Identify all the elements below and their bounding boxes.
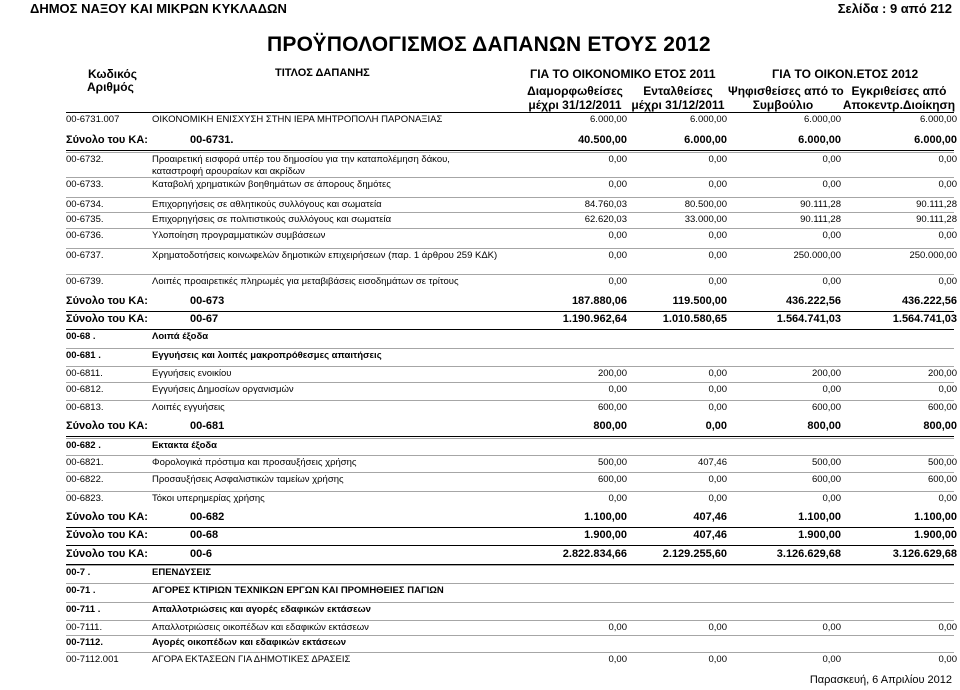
column-header-code: Κωδικός (88, 67, 138, 81)
row-value-4: 0,00 (938, 622, 957, 633)
row-code: 00-6737. (66, 250, 104, 261)
row-value-3: 0,00 (822, 493, 841, 504)
column-header-approved: Εγκριθείσες από (851, 84, 947, 98)
row-value-4: 436.222,56 (901, 295, 957, 307)
row-value-4: 200,00 (927, 368, 957, 379)
row-code: 00-6733. (66, 179, 104, 190)
row-title: Προαιρετική εισφορά υπέρ του δημοσίου για την καταπολέμηση δάκου, καταστροφή αρουραίων και ακρίδων (152, 154, 450, 177)
total-rule (66, 527, 954, 528)
row-code: 00-6813. (66, 402, 104, 413)
row-value-4: 500,00 (927, 457, 957, 468)
row-title: Προσαυξήσεις Ασφαλιστικών ταμείων χρήσης (152, 474, 344, 485)
row-value-2: 0,00 (708, 402, 727, 413)
row-value-3: 0,00 (822, 154, 841, 165)
row-value-4: 0,00 (938, 654, 957, 665)
row-code: 00-6812. (66, 384, 104, 395)
row-value-2: 1.010.580,65 (662, 313, 727, 325)
row-value-1: 1.190.962,64 (562, 313, 627, 325)
row-value-2: 80.500,00 (684, 199, 727, 210)
row-value-2: 0,00 (708, 654, 727, 665)
column-group-2011: ΓΙΑ ΤΟ ΟΙΚΟΝΟΜΙΚΟ ΕΤΟΣ 2011 (530, 67, 716, 81)
municipality-name: ΔΗΜΟΣ ΝΑΞΟΥ ΚΑΙ ΜΙΚΡΩΝ ΚΥΚΛΑΔΩΝ (30, 1, 287, 16)
row-title: 00-67 (190, 313, 219, 325)
row-code: Σύνολο του ΚΑ: (66, 548, 148, 560)
row-code: 00-6811. (66, 368, 103, 379)
row-value-3: 0,00 (822, 384, 841, 395)
row-rule (66, 348, 954, 349)
row-value-1: 0,00 (608, 493, 627, 504)
row-code: 00-6822. (66, 474, 104, 485)
row-title: 00-68 (190, 529, 219, 541)
row-value-2: 0,00 (708, 493, 727, 504)
row-code: 00-7 . (66, 567, 91, 578)
row-value-4: 1.900,00 (914, 529, 957, 541)
row-code: 00-7112.001 (66, 654, 119, 665)
row-title: Αγορές οικοπέδων και εδαφικών εκτάσεων (152, 637, 347, 648)
row-value-3: 800,00 (807, 420, 841, 432)
row-title: Λοιπά έξοδα (152, 331, 209, 342)
row-value-3: 1.100,00 (798, 511, 841, 523)
row-rule (66, 382, 954, 383)
row-value-3: 0,00 (822, 230, 841, 241)
column-header-committed-date: μέχρι 31/12/2011 (631, 98, 725, 112)
row-rule (66, 228, 954, 229)
row-value-4: 0,00 (938, 276, 957, 287)
column-header-voted-council: Συμβούλιο (752, 98, 814, 112)
row-code: 00-6735. (66, 214, 104, 225)
row-rule (66, 274, 954, 275)
row-value-3: 0,00 (822, 654, 841, 665)
row-code: 00-681 . (66, 350, 101, 361)
row-value-1: 187.880,06 (571, 295, 627, 307)
row-title: 00-6 (190, 548, 213, 560)
row-value-2: 0,00 (708, 384, 727, 395)
row-rule (66, 620, 954, 621)
column-header-title: ΤΙΤΛΟΣ ΔΑΠΑΝΗΣ (275, 67, 370, 79)
row-title: Επιχορηγήσεις σε πολιτιστικούς συλλόγους και σωματεία (152, 214, 392, 225)
row-value-2: 33.000,00 (684, 214, 727, 225)
row-title: Απαλλοτριώσεις και αγορές εδαφικών εκτάσεων (152, 604, 371, 615)
row-value-1: 1.900,00 (584, 529, 627, 541)
row-value-3: 0,00 (822, 622, 841, 633)
row-value-3: 250.000,00 (793, 250, 841, 261)
row-value-4: 600,00 (927, 474, 957, 485)
row-title: Υλοποίηση προγραμματικών συμβάσεων (152, 230, 326, 241)
row-rule (66, 491, 954, 492)
column-header-configured: Διαμορφωθείσες (527, 84, 623, 98)
row-value-3: 0,00 (822, 276, 841, 287)
row-value-2: 6.000,00 (684, 134, 727, 146)
row-value-4: 600,00 (927, 402, 957, 413)
row-value-4: 3.126.629,68 (892, 548, 957, 560)
row-value-2: 0,00 (708, 368, 727, 379)
row-value-1: 1.100,00 (584, 511, 627, 523)
row-value-3: 600,00 (811, 402, 841, 413)
row-value-1: 0,00 (608, 230, 627, 241)
row-value-2: 407,46 (693, 511, 727, 523)
row-value-1: 40.500,00 (578, 134, 627, 146)
row-value-3: 90.111,28 (800, 199, 841, 210)
row-value-1: 600,00 (597, 474, 627, 485)
row-value-2: 0,00 (708, 474, 727, 485)
row-title: Τόκοι υπερημερίας χρήσης (152, 493, 265, 504)
total-rule (66, 545, 954, 546)
row-rule (66, 565, 954, 566)
row-title: Φορολογικά πρόστιμα και προσαυξήσεις χρήσης (152, 457, 357, 468)
row-title: ΟΙΚΟΝΟΜΙΚΗ ΕΝΙΣΧΥΣΗ ΣΤΗΝ ΙΕΡΑ ΜΗΤΡΟΠΟΛΗ ΠΑΡΟΝΑΞΙΑΣ (152, 114, 443, 125)
row-value-2: 407,46 (697, 457, 727, 468)
row-value-4: 6.000,00 (920, 114, 957, 125)
row-value-1: 800,00 (593, 420, 627, 432)
row-code: Σύνολο του ΚΑ: (66, 295, 148, 307)
row-title: Εγγυήσεις Δημοσίων οργανισμών (152, 384, 294, 395)
row-value-1: 500,00 (597, 457, 627, 468)
row-value-4: 800,00 (923, 420, 957, 432)
row-rule (66, 248, 954, 249)
row-value-4: 0,00 (938, 230, 957, 241)
row-code: 00-711 . (66, 604, 101, 615)
row-title: Εκτακτα έξοδα (152, 440, 218, 451)
total-rule (66, 150, 954, 151)
row-value-2: 0,00 (708, 154, 727, 165)
row-value-2: 407,46 (693, 529, 727, 541)
total-rule (66, 311, 954, 312)
row-code: 00-6731.007 (66, 114, 120, 125)
row-title: Λοιπές προαιρετικές πληρωμές για μεταβιβάσεις εισοδημάτων σε τρίτους (152, 276, 459, 287)
document-title: ΠΡΟΫΠΟΛΟΓΙΣΜΟΣ ΔΑΠΑΝΩΝ ΕΤΟΥΣ 2012 (267, 33, 711, 56)
column-header-configured-date: μέχρι 31/12/2011 (528, 98, 622, 112)
row-rule (66, 197, 954, 198)
row-value-1: 62.620,03 (584, 214, 627, 225)
row-title: ΑΓΟΡΑ ΕΚΤΑΣΕΩΝ ΓΙΑ ΔΗΜΟΤΙΚΕΣ ΔΡΑΣΕΙΣ (152, 654, 351, 665)
row-value-2: 119.500,00 (672, 295, 727, 307)
row-value-2: 0,00 (708, 622, 727, 633)
row-title: ΕΠΕΝΔΥΣΕΙΣ (152, 567, 212, 578)
column-header-code-number: Αριθμός (87, 80, 134, 94)
row-value-2: 0,00 (708, 250, 727, 261)
row-value-3: 200,00 (811, 368, 841, 379)
row-value-2: 6.000,00 (690, 114, 727, 125)
row-value-1: 0,00 (608, 154, 627, 165)
row-value-2: 0,00 (708, 276, 727, 287)
row-title: Επιχορηγήσεις σε αθλητικούς συλλόγους και σωματεία (152, 199, 382, 210)
row-value-4: 0,00 (938, 179, 957, 190)
row-title: Εγγυήσεις και λοιπές μακροπρόθεσμες απαιτήσεις (152, 350, 382, 361)
row-rule (66, 438, 954, 439)
row-value-1: 84.760,03 (584, 199, 627, 210)
row-title: 00-681 (190, 420, 225, 432)
row-value-1: 200,00 (597, 368, 627, 379)
row-value-3: 1.900,00 (798, 529, 841, 541)
row-value-2: 2.129.255,60 (662, 548, 727, 560)
row-value-2: 0,00 (708, 179, 727, 190)
row-value-3: 500,00 (811, 457, 841, 468)
row-title: 00-682 (190, 511, 225, 523)
row-code: Σύνολο του ΚΑ: (66, 313, 148, 325)
row-value-4: 0,00 (938, 384, 957, 395)
footer-date: Παρασκευή, 6 Απριλίου 2012 (809, 674, 952, 686)
row-value-4: 0,00 (938, 154, 957, 165)
row-rule (66, 472, 954, 473)
row-value-3: 0,00 (822, 179, 841, 190)
row-rule (66, 583, 954, 584)
row-rule (66, 366, 954, 367)
row-title: ΑΓΟΡΕΣ ΚΤΙΡΙΩΝ ΤΕΧΝΙΚΩΝ ΕΡΓΩΝ ΚΑΙ ΠΡΟΜΗΘΕΙΕΣ ΠΑΓΙΩΝ (152, 585, 444, 596)
row-rule (66, 635, 954, 636)
row-value-1: 0,00 (608, 384, 627, 395)
row-rule (66, 212, 954, 213)
row-code: Σύνολο του ΚΑ: (66, 134, 148, 146)
row-rule (66, 400, 954, 401)
row-value-3: 600,00 (811, 474, 841, 485)
row-title: Καταβολή χρηματικών βοηθημάτων σε άπορους δημότες (152, 179, 391, 190)
row-code: 00-6736. (66, 230, 104, 241)
row-rule (66, 177, 954, 178)
header-rule (66, 112, 954, 113)
row-code: Σύνολο του ΚΑ: (66, 529, 148, 541)
row-value-4: 1.100,00 (914, 511, 957, 523)
row-code: 00-68 . (66, 331, 96, 342)
row-value-4: 1.564.741,03 (892, 313, 957, 325)
row-rule (66, 455, 954, 456)
row-value-3: 90.111,28 (800, 214, 841, 225)
row-code: 00-6821. (66, 457, 104, 468)
row-rule (66, 652, 954, 653)
row-value-1: 0,00 (608, 276, 627, 287)
row-value-1: 2.822.834,66 (562, 548, 627, 560)
row-value-1: 0,00 (608, 654, 627, 665)
total-rule (66, 436, 954, 437)
row-code: 00-6739. (66, 276, 104, 287)
row-value-2: 0,00 (708, 230, 727, 241)
row-rule (66, 602, 954, 603)
row-code: 00-6732. (66, 154, 104, 165)
row-code: 00-682 . (66, 440, 101, 451)
row-value-1: 0,00 (608, 179, 627, 190)
row-value-3: 3.126.629,68 (776, 548, 841, 560)
column-header-committed: Ενταλθείσες (643, 84, 713, 98)
row-code: 00-7111. (66, 622, 103, 633)
row-value-4: 250.000,00 (909, 250, 957, 261)
row-value-4: 90.111,28 (916, 199, 957, 210)
row-value-3: 436.222,56 (785, 295, 841, 307)
page-number: Σελίδα : 9 από 212 (837, 1, 952, 16)
row-value-3: 1.564.741,03 (776, 313, 841, 325)
row-title: Απαλλοτριώσεις οικοπέδων και εδαφικών εκτάσεων (152, 622, 369, 633)
row-code: 00-6823. (66, 493, 104, 504)
row-value-4: 90.111,28 (916, 214, 957, 225)
row-code: 00-6734. (66, 199, 104, 210)
row-value-1: 0,00 (608, 250, 627, 261)
column-header-approved-authority: Αποκεντρ.Διοίκηση (842, 98, 956, 112)
row-rule (66, 152, 954, 153)
column-header-voted: Ψηφισθείσες από το (728, 84, 844, 98)
row-code: Σύνολο του ΚΑ: (66, 420, 148, 432)
row-code: Σύνολο του ΚΑ: (66, 511, 148, 523)
row-value-1: 600,00 (597, 402, 627, 413)
row-value-1: 6.000,00 (590, 114, 627, 125)
row-title: Χρηματοδοτήσεις κοινωφελών δημοτικών επιχειρήσεων (παρ. 1 άρθρου 259 ΚΔΚ) (152, 250, 498, 261)
column-group-2012: ΓΙΑ ΤΟ ΟΙΚΟΝ.ΕΤΟΣ 2012 (772, 67, 919, 81)
row-title: Εγγυήσεις ενοικίου (152, 368, 232, 379)
row-value-4: 0,00 (938, 493, 957, 504)
row-title: Λοιπές εγγυήσεις (152, 402, 225, 413)
row-code: 00-71 . (66, 585, 96, 596)
row-code: 00-7112. (66, 637, 103, 648)
row-title: 00-6731. (190, 134, 234, 146)
row-value-4: 6.000,00 (914, 134, 957, 146)
row-value-3: 6.000,00 (798, 134, 841, 146)
row-value-2: 0,00 (705, 420, 727, 432)
row-value-3: 6.000,00 (804, 114, 841, 125)
row-value-1: 0,00 (608, 622, 627, 633)
row-title: 00-673 (190, 295, 225, 307)
row-rule (66, 329, 954, 330)
